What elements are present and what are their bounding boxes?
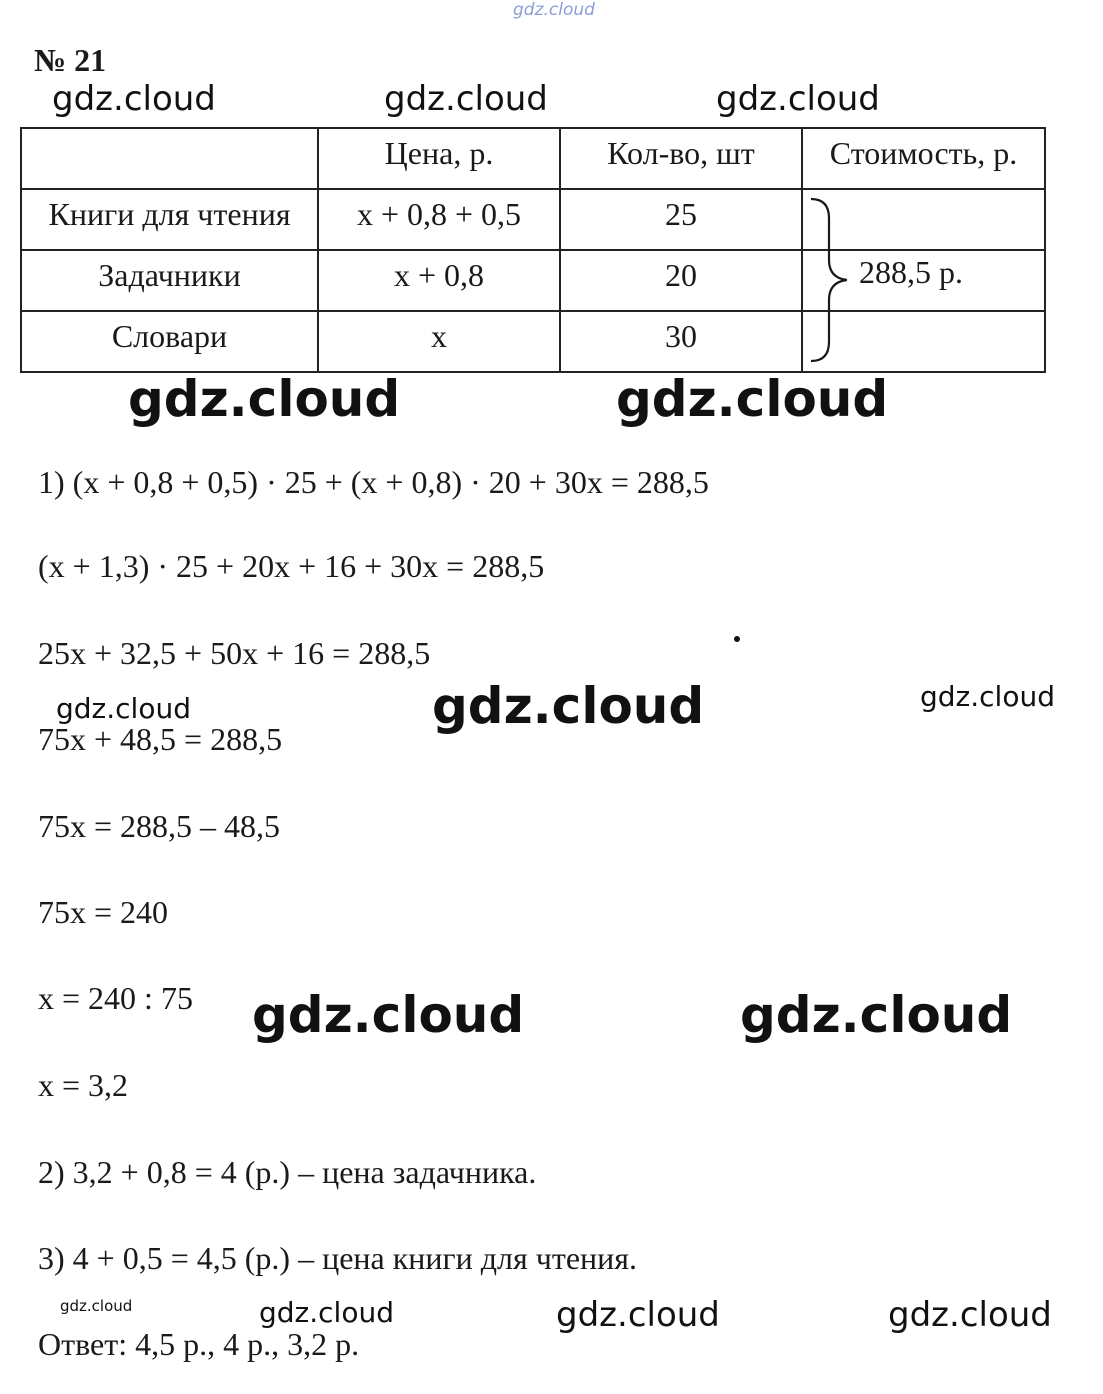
watermark: gdz.cloud bbox=[384, 79, 548, 119]
watermark: gdz.cloud bbox=[56, 692, 191, 725]
watermark: gdz.cloud bbox=[616, 370, 889, 428]
item-quantity: 30 bbox=[560, 311, 802, 372]
data-table bbox=[20, 127, 1046, 373]
watermark: gdz.cloud bbox=[716, 79, 880, 119]
item-name: Словари bbox=[21, 311, 318, 372]
watermark: gdz.cloud bbox=[60, 1297, 133, 1315]
table-row bbox=[21, 189, 1045, 250]
header-cell: Цена, р. bbox=[318, 128, 560, 189]
answer: Ответ: 4,5 р., 4 р., 3,2 р. bbox=[38, 1326, 360, 1362]
cost-cell bbox=[802, 189, 1045, 290]
watermark: gdz.cloud bbox=[128, 370, 401, 428]
watermark-top: gdz.cloud bbox=[513, 0, 595, 20]
item-price: x + 0,8 + 0,5 bbox=[318, 189, 560, 250]
solution-line: 75x = 240 bbox=[38, 894, 169, 930]
watermark: gdz.cloud bbox=[740, 986, 1013, 1044]
item-price: x + 0,8 bbox=[318, 250, 560, 311]
item-name: Задачники bbox=[21, 250, 318, 311]
curly-brace-icon bbox=[807, 196, 847, 366]
solution-line: 75x + 48,5 = 288,5 bbox=[38, 721, 283, 757]
solution-line: x = 3,2 bbox=[38, 1067, 129, 1103]
watermark: gdz.cloud bbox=[52, 79, 216, 119]
header-cell: Стоимость, р. bbox=[802, 128, 1045, 189]
watermark: gdz.cloud bbox=[888, 1295, 1052, 1335]
table-header-row bbox=[21, 128, 1045, 189]
header-cell: Кол-во, шт bbox=[560, 128, 802, 189]
problem-number: № 21 bbox=[34, 42, 107, 78]
watermark: gdz.cloud bbox=[432, 677, 705, 735]
item-name: Книги для чтения bbox=[21, 189, 318, 250]
watermark: gdz.cloud bbox=[556, 1295, 720, 1335]
solution-line: 75x = 288,5 – 48,5 bbox=[38, 808, 281, 844]
header-cell bbox=[21, 128, 318, 189]
solution-line: x = 240 : 75 bbox=[38, 980, 193, 1016]
item-quantity: 20 bbox=[560, 250, 802, 311]
watermark: gdz.cloud bbox=[920, 680, 1055, 713]
solution-line: 25x + 32,5 + 50x + 16 = 288,5 bbox=[38, 635, 431, 671]
solution-line: 1) (x + 0,8 + 0,5) · 25 + (x + 0,8) · 20 + 30x = 288,5 bbox=[38, 464, 709, 500]
table-row bbox=[21, 311, 1045, 372]
stray-dot bbox=[734, 636, 740, 642]
solution-line: 3) 4 + 0,5 = 4,5 (р.) – цена книги для чтения. bbox=[38, 1240, 637, 1276]
watermark: gdz.cloud bbox=[252, 986, 525, 1044]
total-cost: 288,5 р. bbox=[859, 254, 963, 290]
solution-line: (x + 1,3) · 25 + 20x + 16 + 30x = 288,5 bbox=[38, 548, 545, 584]
item-price: x bbox=[318, 311, 560, 372]
item-quantity: 25 bbox=[560, 189, 802, 250]
watermark: gdz.cloud bbox=[259, 1296, 394, 1329]
solution-line: 2) 3,2 + 0,8 = 4 (р.) – цена задачника. bbox=[38, 1154, 537, 1190]
